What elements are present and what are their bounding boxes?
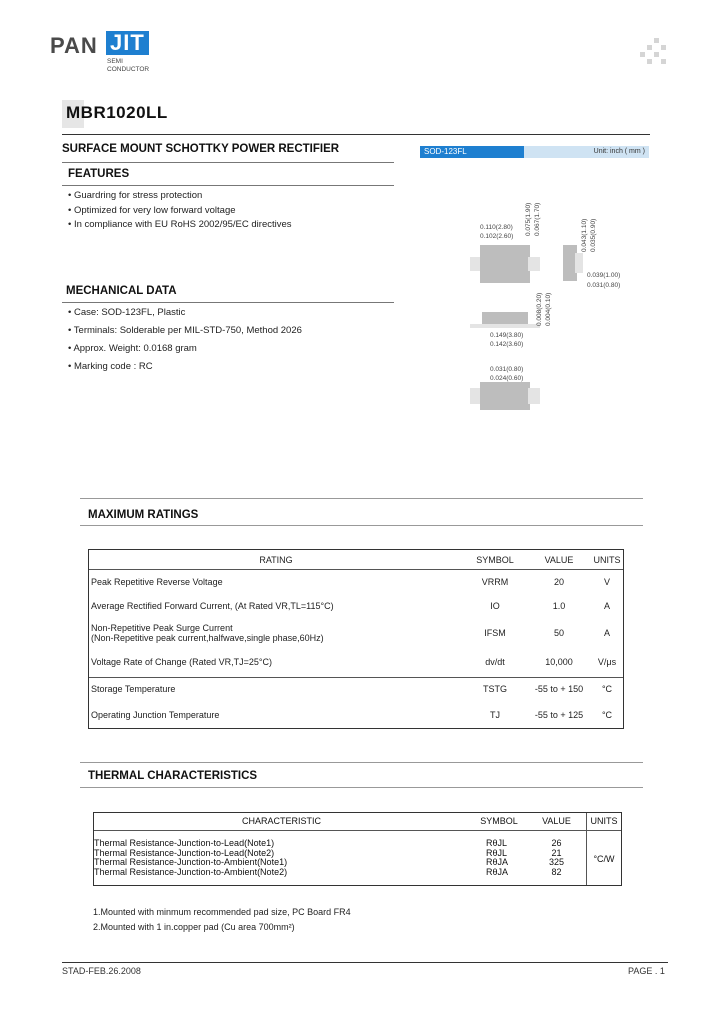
table-row (89, 702, 623, 728)
symbol-cell: RθJA (486, 866, 509, 877)
thermal-top-rule (80, 762, 643, 763)
header-characteristic: CHARACTERISTIC (241, 816, 321, 826)
table-row (89, 648, 623, 676)
table-row (89, 570, 623, 594)
units-cell: A (603, 628, 610, 638)
symbol-cell: RθJL (486, 838, 508, 848)
dim-label: 0.149(3.80) (490, 332, 524, 339)
characteristic-cell: Thermal Resistance-Junction-to-Ambient(Note2) (94, 866, 288, 877)
table-row (89, 618, 623, 648)
thermal-title: THERMAL CHARACTERISTICS (88, 770, 258, 782)
characteristic-column (94, 839, 287, 877)
characteristic-cell: Thermal Resistance-Junction-to-Lead(Note1) (94, 838, 275, 848)
characteristic-cell: Thermal Resistance-Junction-to-Lead(Note2) (94, 847, 275, 858)
header-symbol: SYMBOL (476, 555, 514, 565)
value-cell: 10,000 (545, 657, 573, 667)
package-front-view (470, 312, 540, 330)
dim-label: 0.008(0.20) (536, 292, 543, 326)
rating-cell: Peak Repetitive Reverse Voltage (91, 577, 223, 587)
value-cell: 82 (551, 866, 562, 877)
table-row (89, 676, 623, 702)
symbol-cell: IFSM (484, 628, 506, 638)
note-2: 2.Mounted with 1 in.copper pad (Cu area 700mm²) (93, 922, 295, 932)
package-unit: Unit: inch ( mm ) (524, 146, 649, 158)
value-cell: -55 to + 150 (534, 684, 584, 694)
header-rating: RATING (259, 555, 293, 565)
dim-label: 0.039(1.00) (587, 272, 621, 279)
logo-conductor-text: CONDUCTOR (107, 66, 150, 73)
package-footprint-view (470, 382, 540, 410)
max-ratings-bottom-rule (80, 525, 643, 526)
dim-label: 0.031(0.80) (490, 366, 524, 373)
dim-label: 0.102(2.60) (480, 233, 514, 240)
package-top-view (470, 245, 540, 283)
units-cell: °C (601, 710, 613, 720)
footer-rule (62, 962, 668, 963)
rating-cell: Voltage Rate of Change (Rated VR,TJ=25°C) (91, 657, 272, 667)
characteristic-cell: Thermal Resistance-Junction-to-Ambient(Note1) (94, 857, 288, 867)
dim-label: 0.075(1.90) (525, 202, 532, 236)
features-title: FEATURES (68, 168, 130, 180)
symbol-cell: TJ (490, 710, 500, 720)
value-cell: 26 (551, 838, 562, 848)
units-cell: °C/W (593, 854, 615, 864)
mechanical-item: • Marking code : RC (68, 361, 153, 372)
dim-label: 0.043(1.10) (581, 218, 588, 252)
header-value: VALUE (542, 816, 571, 826)
mechanical-title: MECHANICAL DATA (66, 285, 177, 297)
table-row (89, 594, 623, 618)
rating-cell (89, 618, 463, 648)
rating-cell: Operating Junction Temperature (91, 710, 220, 720)
thermal-bottom-rule (80, 787, 643, 788)
mechanical-item: • Terminals: Solderable per MIL-STD-750, Method 2026 (68, 325, 302, 336)
logo-jit-text: JIT (106, 31, 149, 55)
package-side-view (563, 245, 583, 281)
max-ratings-title: MAXIMUM RATINGS (88, 509, 199, 521)
rating-cell: Average Rectified Forward Current, (At Rated VR,TL=115°C) (91, 601, 334, 611)
max-ratings-table (88, 549, 624, 729)
units-cell: °C (601, 684, 613, 694)
corner-pattern-icon (640, 38, 672, 70)
package-name: SOD-123FL (420, 146, 524, 158)
dim-label: 0.035(0.90) (590, 218, 597, 252)
feature-item: • Optimized for very low forward voltage (68, 205, 236, 216)
page-number: PAGE . 1 (628, 966, 665, 976)
logo-semi-text: SEMI (107, 58, 123, 65)
symbol-column (486, 839, 508, 877)
features-bottom-rule (62, 185, 394, 186)
symbol-cell: RθJL (486, 847, 508, 858)
rating-line: (Non-Repetitive peak current,halfwave,single phase,60Hz) (91, 633, 324, 643)
header-value: VALUE (544, 555, 574, 565)
dim-label: 0.142(3.60) (490, 341, 524, 348)
features-top-rule (62, 162, 394, 163)
dim-label: 0.110(2.80) (480, 224, 513, 231)
dim-label: 0.004(0.10) (545, 292, 552, 326)
rating-line: Non-Repetitive Peak Surge Current (91, 623, 233, 633)
value-cell: -55 to + 125 (534, 710, 584, 720)
dim-label: 0.024(0.60) (490, 375, 524, 382)
value-cell: 20 (553, 577, 564, 587)
max-ratings-top-rule (80, 498, 643, 499)
rating-cell: Storage Temperature (91, 684, 176, 694)
units-cell: V/μs (597, 657, 617, 667)
value-cell: 1.0 (552, 601, 566, 611)
footer-date: STAD-FEB.26.2008 (62, 966, 141, 976)
symbol-cell: IO (490, 601, 500, 611)
header-symbol: SYMBOL (480, 816, 518, 826)
mechanical-item: • Case: SOD-123FL, Plastic (68, 307, 186, 318)
header-units: UNITS (593, 555, 621, 565)
header-units: UNITS (590, 816, 618, 826)
part-number-title: MBR1020LL (66, 103, 168, 122)
value-cell: 325 (548, 857, 565, 867)
feature-item: • Guardring for stress protection (68, 190, 203, 201)
product-subtitle: SURFACE MOUNT SCHOTTKY POWER RECTIFIER (62, 143, 340, 155)
note-1: 1.Mounted with minmum recommended pad size, PC Board FR4 (93, 907, 351, 917)
feature-item: • In compliance with EU RoHS 2002/95/EC directives (68, 219, 292, 230)
symbol-cell: dv/dt (485, 657, 505, 667)
units-cell: V (603, 577, 610, 587)
dim-label: 0.067(1.70) (534, 202, 541, 236)
logo-pan-text: PAN (50, 33, 98, 58)
max-ratings-header-row (89, 550, 623, 570)
value-cell: 50 (553, 628, 564, 638)
value-column (529, 839, 584, 877)
thermal-table (93, 812, 622, 886)
mechanical-item: • Approx. Weight: 0.0168 gram (68, 343, 197, 354)
symbol-cell: RθJA (486, 857, 509, 867)
thermal-header-rule (94, 830, 621, 831)
value-cell: 21 (551, 847, 562, 858)
units-cell: A (603, 601, 610, 611)
dim-label: 0.031(0.80) (587, 282, 621, 289)
symbol-cell: VRRM (481, 577, 509, 587)
title-divider (62, 134, 650, 135)
symbol-cell: TSTG (483, 684, 507, 694)
mechanical-rule (62, 302, 394, 303)
